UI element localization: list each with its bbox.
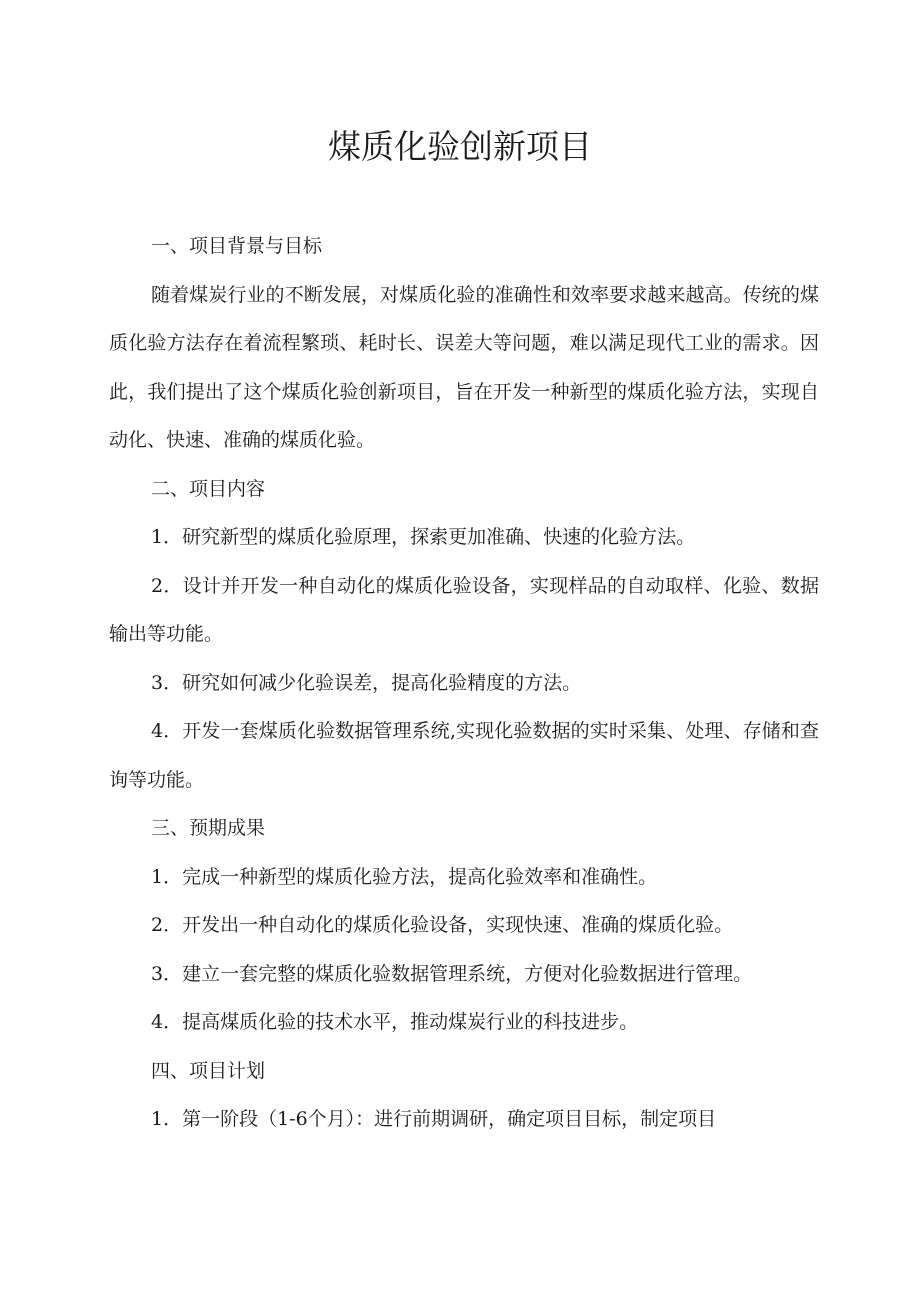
outcome-item: 4．提高煤质化验的技术水平，推动煤炭行业的科技进步。	[151, 1011, 639, 1033]
outcome-item: 2．开发出一种自动化的煤质化验设备，实现快速、准确的煤质化验。	[151, 914, 734, 936]
document-body	[109, 222, 819, 1144]
outcome-item: 3．建立一套完整的煤质化验数据管理系统，方便对化验数据进行管理。	[151, 962, 753, 985]
section-heading-plan: 四、项目计划	[151, 1059, 266, 1082]
section-heading-outcomes: 三、预期成果	[151, 817, 266, 839]
outcome-item: 1．完成一种新型的煤质化验方法，提高化验效率和准确性。	[151, 865, 658, 888]
content-item: 1．研究新型的煤质化验原理，探索更加准确、快速的化验方法。	[151, 526, 696, 548]
content-item: 4．开发一套煤质化验数据管理系统,实现化验数据的实时采集、处理、存储和查询等功能。	[109, 720, 819, 791]
content-item: 3．研究如何减少化验误差，提高化验精度的方法。	[151, 671, 582, 694]
section-heading-content: 二、项目内容	[151, 477, 266, 500]
document-title: 煤质化验创新项目	[328, 127, 592, 166]
section-heading-background: 一、项目背景与目标	[151, 235, 323, 257]
background-paragraph: 随着煤炭行业的不断发展，对煤质化验的准确性和效率要求越来越高。传统的煤质化验方法存在着流程繁琐、耗时长、误差大等问题，难以满足现代工业的需求。因此，我们提出了这个煤质化验创新项目，旨在开发一种新型的煤质化验方法，实现自动化、快速、准确的煤质化验。	[109, 283, 819, 451]
plan-item: 1．第一阶段（1-6个月）：进行前期调研，确定项目目标，制定项目	[151, 1108, 717, 1130]
content-item: 2．设计并开发一种自动化的煤质化验设备，实现样品的自动取样、化验、数据输出等功能。	[109, 574, 819, 645]
